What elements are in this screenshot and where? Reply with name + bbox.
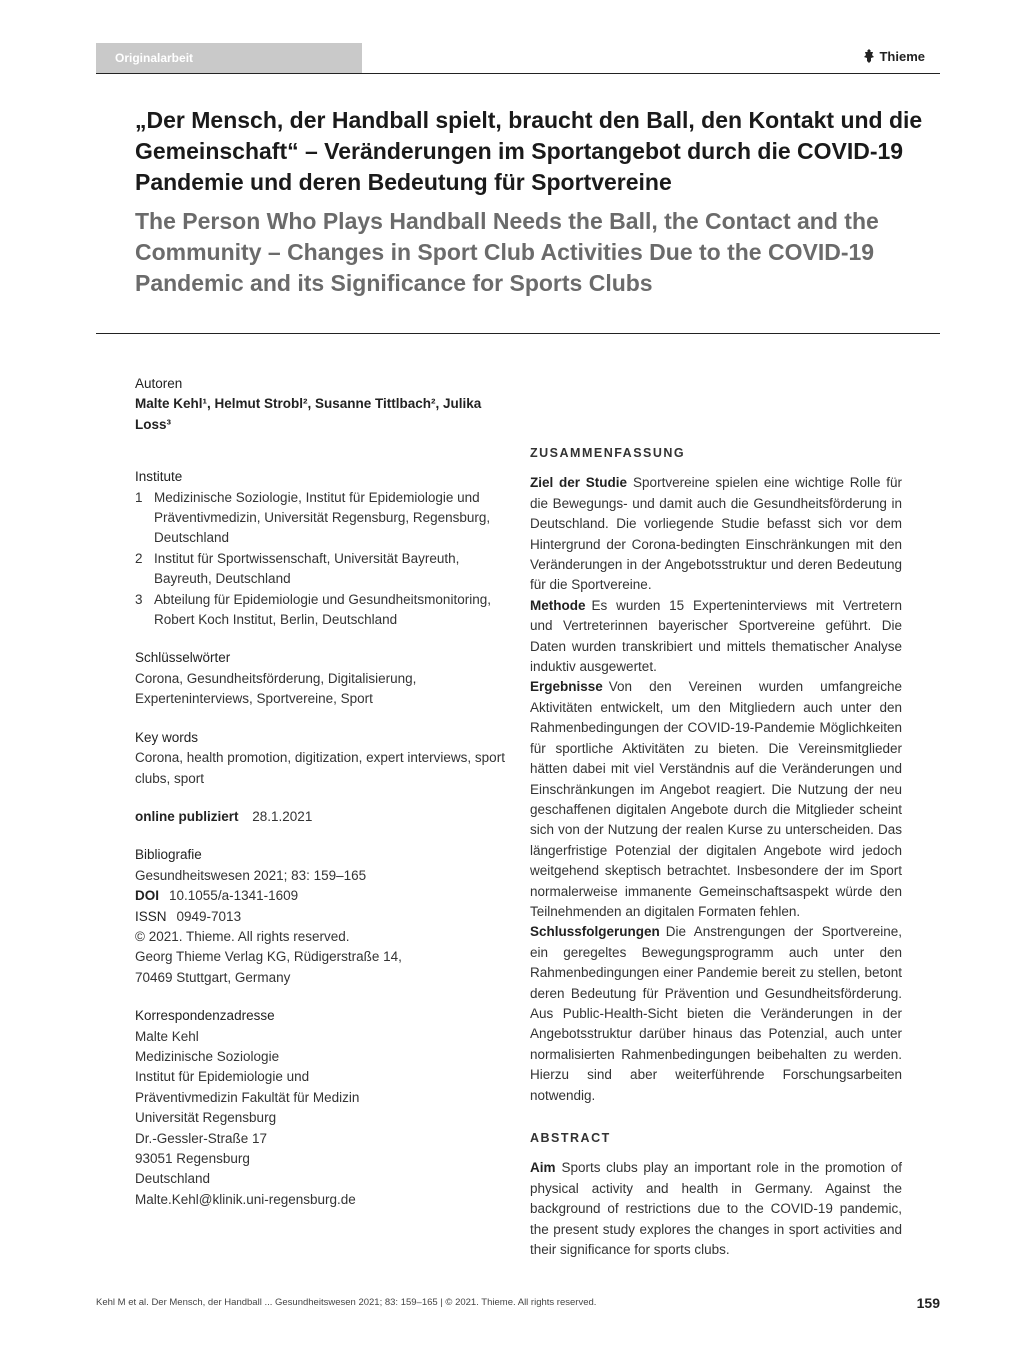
list-item — [135, 488, 515, 549]
institute-number: 2 — [135, 550, 143, 566]
abstract-section — [530, 473, 902, 595]
thieme-logo-icon — [863, 49, 875, 63]
section-text: Sportvereine spielen eine wichtige Rolle für die Bewegungs- und damit auch die Gesundheitsförderung in Deutschland. Die vorliegende Studie befasst sich vor dem Hintergrund der Corona-bedingten Einschränkungen mit den Veränderungen in der Angebotsstruktur und deren Bedeutung für die Sportvereine. — [530, 475, 902, 593]
section-text: Von den Vereinen wurden umfangreiche Aktivitäten entwickelt, um den Mitgliedern auch unter den Rahmenbedingungen der COVID-19-Pandemie Möglichkeiten für sportliche Aktivitäten zu bieten. Die Vereinsmitglieder hätten dabei mit viel Verständnis auf die Veränderungen und Einschränkungen im Angebot reagiert. Die Nutzung der neu geschaffenen digitalen Angebote durch die Mitglieder scheint sich von der Nutzung der realen Kurse zu unterscheiden. Das längerfristige Potenzial der digitalen Angebote wird jedoch weitgehend skeptisch betrachtet. Insbesondere der im Sport normalerweise immanente Gemeinschaftsaspekt würde den Teilnehmenden an digitalen Formaten fehlen. — [530, 679, 902, 919]
correspondence-email[interactable]: Malte.Kehl@klinik.uni-regensburg.de — [135, 1191, 356, 1207]
online-label: online publiziert — [135, 808, 239, 824]
page-number: 159 — [916, 1295, 940, 1311]
zusammenfassung-body — [530, 473, 902, 1106]
abstract-section — [530, 1158, 902, 1260]
institute-number: 3 — [135, 591, 143, 607]
publisher-name: Thieme — [879, 48, 925, 64]
abstract-section — [530, 677, 902, 922]
institutes-block — [135, 467, 515, 630]
authors-label: Autoren — [135, 376, 183, 391]
section-label: Ziel der Studie — [530, 475, 628, 491]
header-divider — [96, 73, 940, 74]
correspondence-line: 93051 Regensburg — [135, 1151, 250, 1166]
authors-block — [135, 374, 515, 435]
bibliography-label: Bibliografie — [135, 847, 202, 863]
abstract-section — [530, 596, 902, 678]
section-label: Methode — [530, 597, 586, 613]
bibliography-copyright: © 2021. Thieme. All rights reserved. — [135, 928, 350, 944]
online-published — [135, 807, 515, 827]
abstract-column — [530, 443, 902, 1260]
title-english: The Person Who Plays Handball Needs the Ball, the Contact and the Community – Changes in Sport Club Activities Due to the COVID-19 Pandemic and its Significance for Sports Clubs — [135, 208, 879, 296]
bibliography-block — [135, 845, 515, 988]
abstract-heading: ABSTRACT — [530, 1131, 611, 1145]
keywords-en-text: Corona, health promotion, digitization, expert interviews, sport clubs, sport — [135, 750, 505, 786]
institute-text: Medizinische Soziologie, Institut für Epidemiologie und Präventivmedizin, Universität Regensburg, Regensburg, Deutschland — [154, 489, 491, 546]
list-item — [135, 549, 515, 590]
online-date: 28.1.2021 — [252, 808, 313, 824]
footer-citation: Kehl M et al. Der Mensch, der Handball ... Gesundheitswesen 2021; 83: 159–165 | © 2021. Thieme. All rights reserved. — [96, 1297, 597, 1308]
correspondence-block — [135, 1006, 515, 1210]
section-text: Die Anstrengungen der Sportvereine, ein geregeltes Bewegungsprogramm auch unter den Rahmenbedingungen einer Pandemie bereit zu stellen, betont deren Bedeutung für Prävention und Gesundheitsförderung. Aus Public-Health-Sicht bieten die Veränderungen in der Angebotsstruktur darüber hinaus das Potenzial, auch unter normalisierten Rahmenbedingungen beibehalten zu werden. Hierzu sind aber weiterführende Forschungsarbeiten notwendig. — [530, 924, 902, 1103]
metadata-column — [135, 374, 515, 1228]
keywords-de-label: Schlüsselwörter — [135, 650, 231, 666]
keywords-de-block — [135, 648, 515, 709]
zusammenfassung-heading: ZUSAMMENFASSUNG — [530, 446, 686, 460]
keywords-en-block — [135, 728, 515, 789]
correspondence-line: Institut für Epidemiologie und — [135, 1069, 310, 1085]
issn-value: 0949-7013 — [176, 908, 242, 924]
section-text: Sports clubs play an important role in the promotion of physical activity and health in Germany. Against the background of restrictions due to the COVID-19 pandemic, the present study explores the changes in sport activities and their significance for sports clubs. — [530, 1160, 902, 1258]
section-label: Aim — [530, 1160, 556, 1176]
title-divider — [96, 333, 940, 334]
title-german: „Der Mensch, der Handball spielt, braucht den Ball, den Kontakt und die Gemeinschaft“ – Veränderungen im Sportangebot durch die COVID-19 Pandemie und deren Bedeutung für Sportvereine — [135, 107, 923, 195]
bibliography-publisher-line2: 70469 Stuttgart, Germany — [135, 969, 291, 985]
section-label: Ergebnisse — [530, 679, 603, 695]
abstract-section — [530, 922, 902, 1106]
correspondence-line: Präventivmedizin Fakultät für Medizin — [135, 1089, 360, 1105]
section-label: Schlussfolgerungen — [530, 924, 660, 940]
correspondence-line: Malte Kehl — [135, 1028, 199, 1044]
correspondence-line: Medizinische Soziologie — [135, 1048, 280, 1064]
bibliography-journal: Gesundheitswesen 2021; 83: 159–165 — [135, 867, 367, 883]
correspondence-line: Deutschland — [135, 1171, 211, 1187]
doi-value[interactable]: 10.1055/a-1341-1609 — [169, 888, 299, 904]
section-label: Originalarbeit — [96, 43, 362, 73]
institute-text: Abteilung für Epidemiologie und Gesundheitsmonitoring, Robert Koch Institut, Berlin, Deutschland — [154, 591, 491, 628]
section-spacer — [530, 1106, 902, 1128]
bibliography-doi — [135, 886, 515, 906]
institutes-list — [135, 488, 515, 631]
abstract-body — [530, 1158, 902, 1260]
keywords-de-text: Corona, Gesundheitsförderung, Digitalisierung, Experteninterviews, Sportvereine, Sport — [135, 670, 417, 707]
authors-names: Malte Kehl¹, Helmut Strobl², Susanne Tittlbach², Julika Loss³ — [135, 396, 482, 432]
correspondence-line: Dr.-Gessler-Straße 17 — [135, 1130, 268, 1146]
bibliography-publisher-line1: Georg Thieme Verlag KG, Rüdigerstraße 14, — [135, 949, 402, 965]
doi-label: DOI — [135, 888, 160, 904]
publisher-logo — [863, 47, 925, 65]
keywords-en-label: Key words — [135, 729, 199, 745]
institute-number: 1 — [135, 489, 143, 505]
issn-label: ISSN — [135, 908, 167, 924]
section-text: Es wurden 15 Experteninterviews mit Vertretern und Vertreterinnen bayerischer Sportvereine geführt. Die Daten wurden transkribiert und mittels thematischer Analyse induktiv ausgewertet. — [530, 597, 902, 675]
list-item — [135, 590, 515, 631]
institute-text: Institut für Sportwissenschaft, Universität Bayreuth, Bayreuth, Deutschland — [154, 550, 460, 587]
correspondence-line: Universität Regensburg — [135, 1110, 277, 1126]
institutes-label: Institute — [135, 469, 183, 485]
bibliography-issn — [135, 907, 515, 927]
correspondence-label: Korrespondenzadresse — [135, 1008, 275, 1024]
